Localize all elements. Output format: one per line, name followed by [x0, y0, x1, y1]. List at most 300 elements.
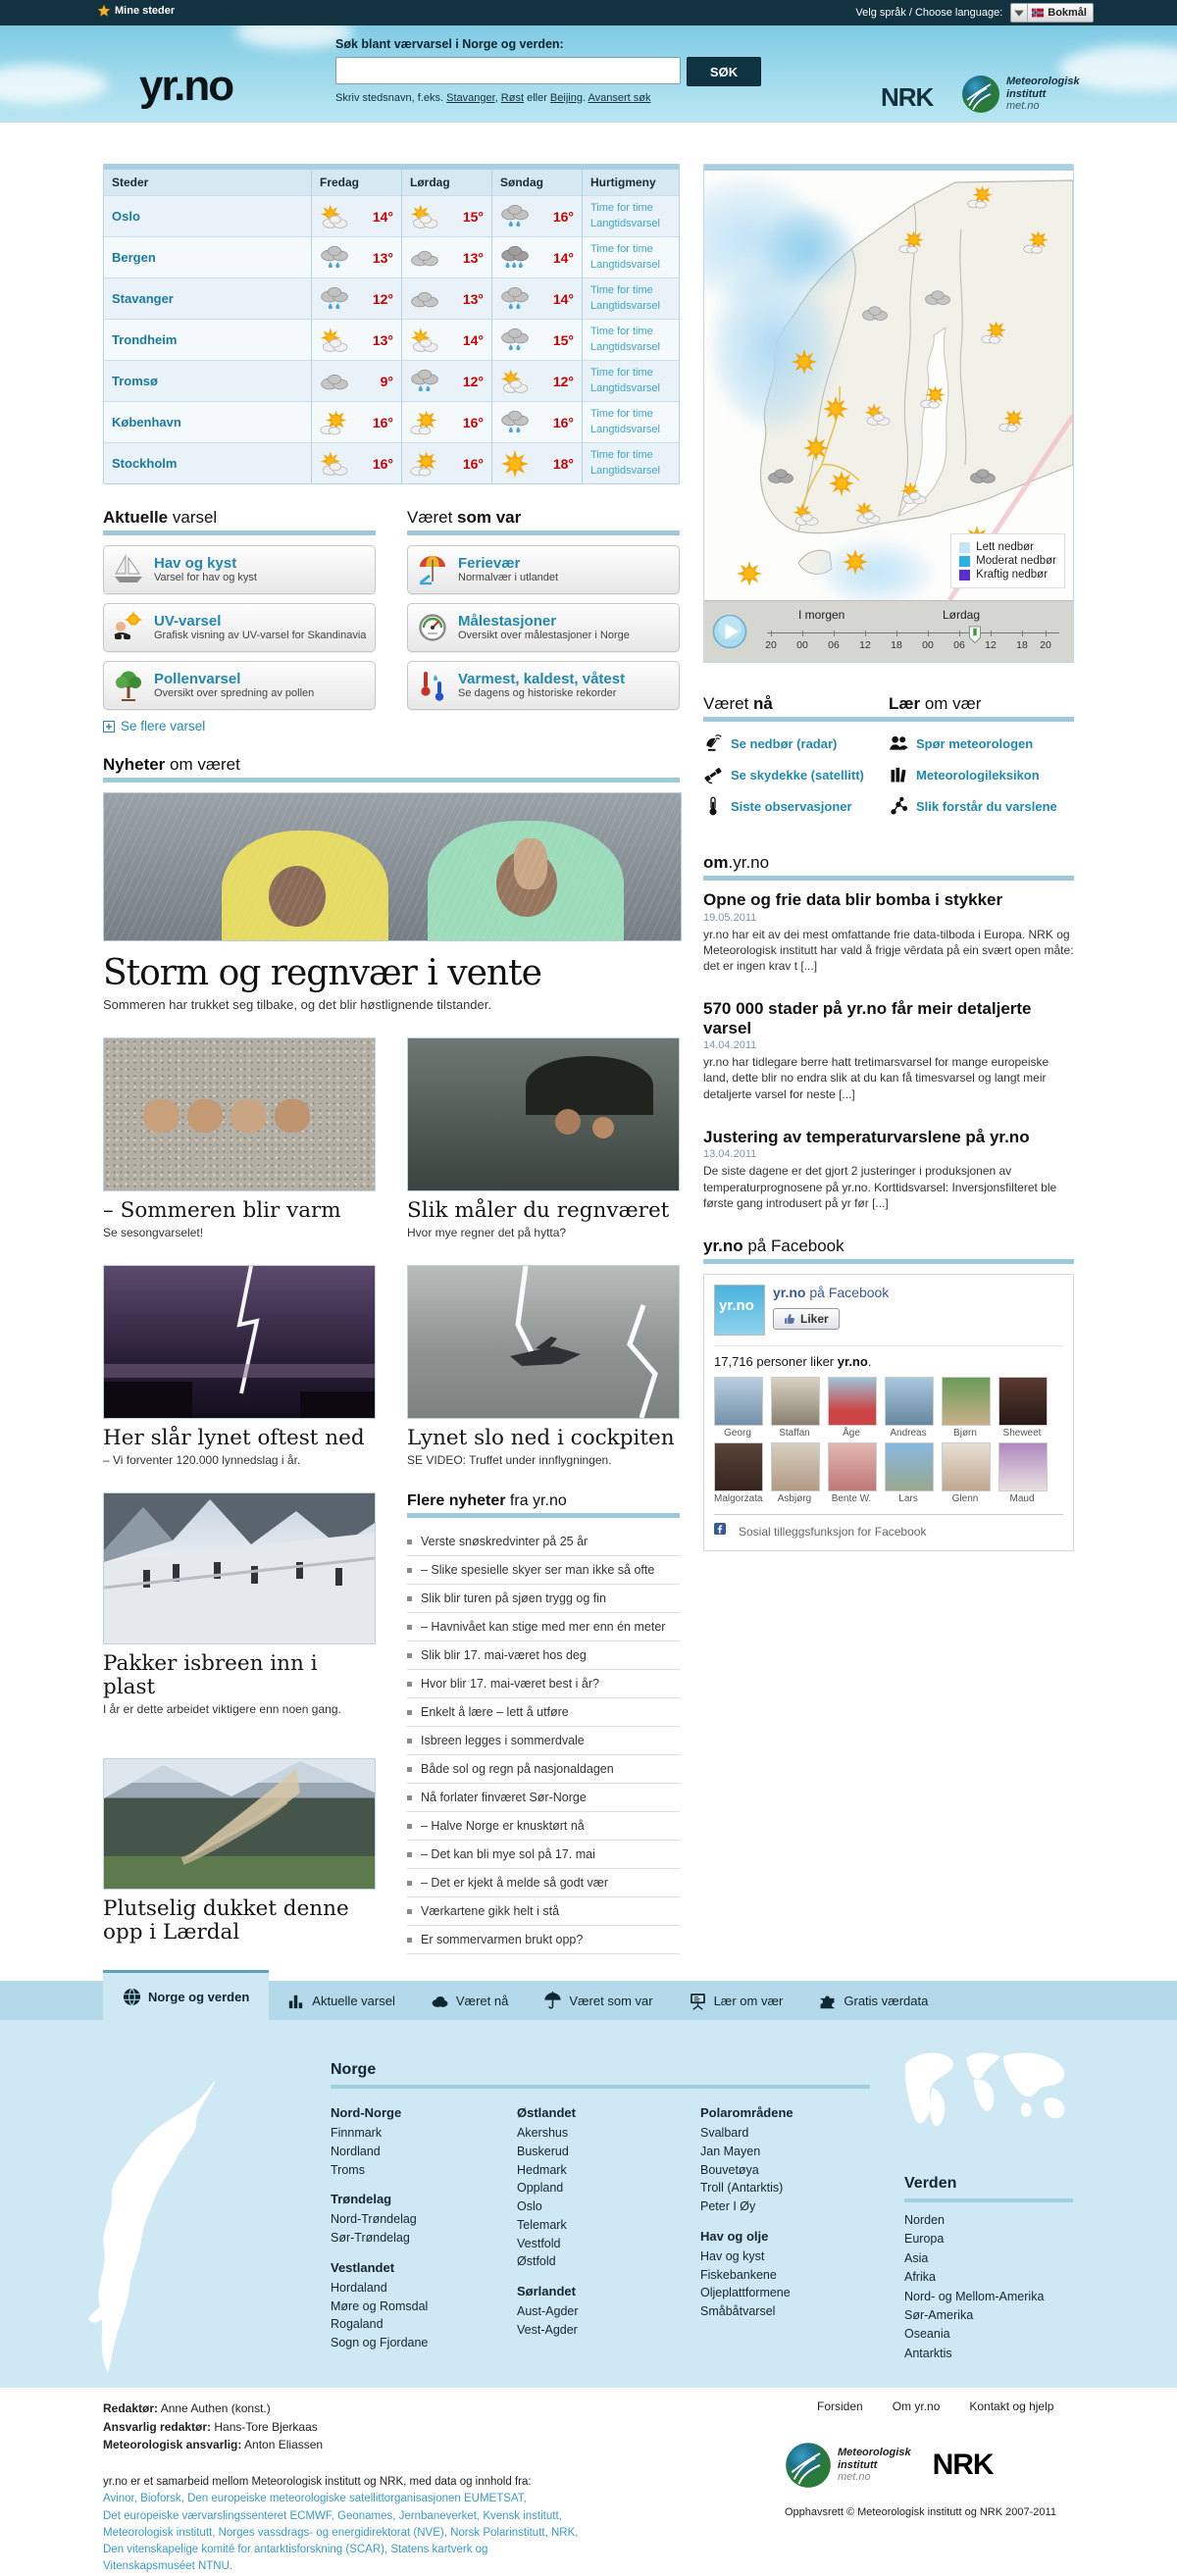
weather-icon — [320, 409, 349, 436]
city-link[interactable]: Stavanger — [112, 291, 174, 306]
bottom-bar — [0, 2388, 1177, 2574]
promo-card-uv-varsel[interactable] — [103, 603, 376, 652]
bottom-nav-link-om-yrno[interactable]: Om yr.no — [892, 2399, 941, 2413]
map-timeline — [704, 600, 1073, 662]
region-link[interactable]: Hordaland — [331, 2280, 387, 2295]
umbrella-icon — [543, 1992, 562, 2010]
region-link[interactable]: Oljeplattformene — [700, 2286, 791, 2300]
promo-card-ferievaer[interactable] — [407, 545, 680, 594]
news-list-item[interactable]: – Det kan bli mye sol på 17. mai — [407, 1841, 680, 1869]
long-term-link[interactable]: Langtidsvarsel — [590, 217, 660, 229]
news-title[interactable]: Plutselig dukket denne opp i Lærdal — [103, 1896, 349, 1945]
my-places-label: Mine steder — [115, 5, 176, 17]
temperature: 16° — [552, 414, 574, 430]
hero-news-image[interactable] — [103, 792, 682, 941]
bar-chart-icon — [286, 1992, 305, 2010]
more-warnings-link[interactable]: Se flere varsel — [103, 719, 376, 733]
weather-icon — [320, 327, 349, 354]
more-news-section — [407, 1492, 680, 1954]
region-link[interactable]: Fiskebankene — [700, 2267, 777, 2282]
region-link[interactable]: Nord-Trøndelag — [331, 2212, 417, 2227]
ask-meteorologist-link[interactable]: Spør meteorologen — [916, 735, 1034, 751]
table-row — [104, 278, 679, 320]
region-link[interactable]: Troll (Antarktis) — [700, 2181, 784, 2196]
forecast-cell[interactable] — [492, 196, 583, 237]
forecast-cell[interactable] — [312, 196, 402, 237]
table-row — [104, 361, 679, 402]
region-link[interactable]: Sør-Trøndelag — [331, 2231, 410, 2245]
hour-by-hour-link[interactable]: Time for time — [590, 283, 653, 296]
card-subtitle: Varsel for hav og kyst — [154, 572, 257, 584]
region-link[interactable]: Peter I Øy — [700, 2199, 756, 2213]
quick-menu-cell — [583, 443, 680, 484]
timeline-track[interactable]: 20 00 06 12 18 00 06 12 18 20 — [767, 632, 1059, 633]
weather-icon — [320, 244, 349, 272]
tab-laer-om-vaer[interactable]: Lær om vær — [671, 1981, 801, 2020]
promo-card-pollenvarsel[interactable] — [103, 661, 376, 710]
temperature: 12° — [462, 373, 484, 389]
section-underline — [703, 1259, 1074, 1264]
facebook-page-avatar[interactable]: yr.no — [714, 1285, 765, 1336]
weather-icon — [410, 244, 439, 272]
friend-photo — [714, 1442, 763, 1491]
forecast-cell[interactable] — [312, 320, 402, 361]
region-link[interactable]: Møre og Romsdal — [331, 2298, 429, 2313]
forecast-cell[interactable] — [492, 361, 583, 402]
news-card[interactable] — [103, 1265, 376, 1467]
play-button[interactable] — [712, 614, 747, 649]
tab-norge-og-verden[interactable]: Norge og verden — [103, 1970, 269, 2020]
news-image-lightning — [103, 1265, 376, 1419]
region-link[interactable]: Aust-Agder — [517, 2304, 579, 2318]
hour-by-hour-link[interactable]: Time for time — [590, 325, 653, 337]
hint-link-stavanger[interactable]: Stavanger — [446, 92, 495, 104]
temperature: 13° — [372, 331, 393, 348]
column-header: Søndag — [492, 170, 583, 196]
news-list-item[interactable]: Nå forlater finværet Sør-Norge — [407, 1784, 680, 1812]
caret-down-icon[interactable] — [1011, 4, 1028, 22]
region-link[interactable]: Troms — [331, 2162, 365, 2177]
city-link[interactable]: Stockholm — [112, 456, 178, 471]
molecule-icon — [889, 796, 908, 816]
article-title[interactable]: 570 000 stader på yr.no får meir detaljerte varsel — [703, 999, 1032, 1037]
forecast-cell[interactable] — [402, 278, 492, 320]
news-card[interactable] — [407, 1265, 680, 1467]
weather-icon — [410, 327, 439, 354]
weather-icon — [320, 450, 349, 478]
friend-photo — [771, 1377, 820, 1426]
article-excerpt: yr.no har tidlegare berre hatt tretimarsvarsel for mange europeiske land, dette blir no endra slik at du kan få timesvarsel og langt meir detaljerte varsel for neste [...] — [703, 1055, 1049, 1101]
search-hint: Skriv stedsnavn, f.eks. Stavanger, Røst eller Beijing. Avansert søk — [335, 92, 651, 104]
hint-link-beijing[interactable]: Beijing — [549, 92, 583, 104]
tab-vaeret-naa[interactable]: Været nå — [413, 1981, 526, 2020]
promo-card-malestasjoner[interactable] — [407, 603, 680, 652]
world-link[interactable]: Europa — [904, 2232, 945, 2247]
region-heading: Hav og olje — [700, 2228, 769, 2244]
friend-photo — [771, 1442, 820, 1491]
friend-cell[interactable]: Sheweet — [998, 1377, 1046, 1439]
region-link[interactable]: Sogn og Fjordane — [331, 2336, 429, 2349]
bottom-nav-link-kontakt[interactable]: Kontakt og hjelp — [969, 2399, 1054, 2413]
temperature: 18° — [552, 455, 574, 472]
region-link[interactable]: Telemark — [517, 2217, 567, 2232]
world-link[interactable]: Norden — [904, 2213, 945, 2227]
hour-by-hour-link[interactable]: Time for time — [590, 242, 653, 255]
temperature: 14° — [552, 249, 574, 266]
lexicon-link[interactable]: Meteorologileksikon — [916, 767, 1040, 783]
timeline-slider-handle[interactable] — [969, 626, 982, 644]
satellite-link[interactable]: Se skydekke (satellitt) — [731, 767, 864, 783]
cloud-icon — [431, 1992, 449, 2010]
friend-cell[interactable]: Glenn — [942, 1442, 989, 1504]
language-selector[interactable] — [1010, 3, 1094, 23]
facebook-icon — [714, 1523, 732, 1541]
weather-icon — [500, 327, 530, 354]
weather-icon — [410, 450, 439, 478]
collab-links-line[interactable]: Det europeiske værvarslingssenteret ECMWF, Geonames, Jernbaneverket, Kvensk institutt, — [103, 2509, 562, 2522]
friend-cell[interactable]: Bjørn — [942, 1377, 989, 1439]
long-term-link[interactable]: Langtidsvarsel — [590, 464, 660, 477]
long-term-link[interactable]: Langtidsvarsel — [590, 381, 660, 394]
section-underline — [407, 530, 680, 535]
friend-photo — [998, 1377, 1048, 1426]
plus-box-icon — [103, 721, 115, 732]
met-logo-bottom: Meteorologisk institutt met.no — [785, 2442, 911, 2489]
forecast-cell[interactable] — [402, 402, 492, 443]
city-link[interactable]: Bergen — [112, 250, 156, 265]
hint-link-rost[interactable]: Røst — [500, 92, 525, 104]
sunny-cloud-icon — [920, 384, 947, 410]
search-button[interactable]: SØK — [687, 57, 761, 86]
quick-menu-cell — [583, 278, 680, 320]
region-heading: Trøndelag — [331, 2192, 392, 2207]
language-label: Velg språk / Choose language: — [855, 7, 1003, 19]
facebook-widget — [703, 1274, 1074, 1551]
forecast-cell[interactable] — [402, 443, 492, 484]
forecast-cell[interactable] — [402, 237, 492, 278]
friend-photo — [942, 1377, 991, 1426]
partly-cloudy-icon — [793, 502, 820, 528]
collab-links-line[interactable]: Vitenskapsmuséet NTNU. — [103, 2560, 233, 2573]
news-list-item[interactable]: Både sol og regn på nasjonaldagen — [407, 1755, 680, 1784]
region-link[interactable]: Jan Mayen — [700, 2144, 761, 2158]
long-term-link[interactable]: Langtidsvarsel — [590, 423, 660, 435]
footer — [0, 2020, 1177, 2388]
region-link[interactable]: Bouvetøya — [700, 2162, 759, 2177]
region-link[interactable]: Rogaland — [331, 2317, 384, 2332]
news-list-item[interactable]: Slik blir turen på sjøen trygg og fin — [407, 1585, 680, 1613]
top-bar — [0, 0, 1177, 25]
section-underline — [703, 876, 1074, 881]
friend-cell[interactable]: Andreas — [885, 1377, 932, 1439]
article-date: 14.04.2011 — [703, 1039, 757, 1052]
section-underline — [103, 530, 376, 535]
sunny-icon — [802, 435, 830, 461]
city-link[interactable]: Trondheim — [112, 332, 178, 347]
news-subtitle: SE VIDEO: Truffet under innflygningen. — [407, 1453, 612, 1468]
news-image-beach — [103, 1037, 376, 1191]
norway-flag-icon — [1032, 7, 1044, 19]
news-card[interactable] — [103, 1037, 376, 1239]
forecast-cell[interactable] — [402, 320, 492, 361]
region-link[interactable]: Nordland — [331, 2144, 381, 2158]
partly-cloudy-icon — [864, 402, 892, 428]
friend-cell[interactable]: Staffan — [771, 1377, 818, 1439]
hour-by-hour-link[interactable]: Time for time — [590, 407, 653, 420]
news-subtitle: I år er dette arbeidet viktigere enn noen gang. — [103, 1701, 341, 1716]
city-link[interactable]: Tromsø — [112, 374, 158, 388]
region-link[interactable]: Finnmark — [331, 2126, 383, 2140]
world-link[interactable]: Sør-Amerika — [904, 2307, 974, 2322]
forecast-cell[interactable] — [492, 320, 583, 361]
weather-icon — [500, 368, 530, 395]
world-link[interactable]: Oseania — [904, 2327, 950, 2342]
region-link[interactable]: Småbåtvarsel — [700, 2304, 776, 2318]
cloudy-icon — [861, 300, 889, 326]
quick-menu-cell — [583, 237, 680, 278]
friend-cell[interactable]: Georg — [714, 1377, 761, 1439]
temperature: 14° — [372, 208, 393, 225]
region-heading: Østlandet — [517, 2105, 576, 2120]
forecast-cell[interactable] — [402, 361, 492, 402]
bottom-logos — [785, 2442, 1079, 2518]
collaboration-text: yr.no er et samarbeid mellom Meteorologisk institutt og NRK, med data og innhold fra: Avinor, Bioforsk, Den europeiske meteorologiske satellittorganisasjonen EUMETSAT, Det europeiske værvarslingssenteret ECMWF, Geonames, Jernbaneverket, Kvensk institutt, Meteorologisk institutt, Norges vassdrags- og energidirektorat (NVE), Norsk Polarinstitutt, NRK, Den vitenskapelige komité for antarktisforskning (SCAR), Statens kartverk og Vitenskapsmuséet NTNU. — [103, 2474, 593, 2576]
news-title[interactable]: – Sommeren blir varm — [103, 1198, 341, 1223]
forecast-cell[interactable] — [492, 278, 583, 320]
copyright: Opphavsrett © Meteorologisk institutt og NRK 2007-2011 — [785, 2506, 1056, 2518]
section-underline — [407, 1513, 680, 1518]
temperature: 13° — [462, 249, 484, 266]
long-term-link[interactable]: Langtidsvarsel — [590, 258, 660, 271]
quick-menu-cell — [583, 361, 680, 402]
region-link[interactable]: Akershus — [517, 2126, 569, 2140]
region-heading: Vestlandet — [331, 2259, 395, 2275]
weather-icon — [500, 450, 530, 478]
star-icon — [98, 5, 110, 17]
footer-tab-bar — [0, 1973, 1177, 2020]
friend-cell[interactable]: Lars — [885, 1442, 932, 1504]
friend-photo — [828, 1377, 877, 1426]
vaeret-naa-section — [703, 694, 889, 828]
news-subtitle: – Vi forventer 120.000 lynnedslag i år. — [103, 1453, 301, 1468]
quick-menu-cell — [583, 402, 680, 443]
promo-card-hav-og-kyst[interactable] — [103, 545, 376, 594]
met-globe-icon — [961, 75, 1000, 114]
friend-cell[interactable]: Åge — [828, 1377, 875, 1439]
hour-by-hour-link[interactable]: Time for time — [590, 448, 653, 461]
news-list-item[interactable]: Værkartene gikk helt i stå — [407, 1897, 680, 1926]
collab-links-line[interactable]: Den vitenskapelige komité for antarktisforskning (SCAR), Statens kartverk og — [103, 2544, 488, 2555]
section-title: Aktuelle varsel — [103, 508, 218, 527]
tab-aktuelle-varsel[interactable]: Aktuelle varsel — [269, 1981, 413, 2020]
card-title: Ferievær — [458, 554, 521, 572]
weather-icon — [320, 285, 349, 313]
search-input[interactable] — [335, 57, 681, 84]
footer-verden-underline — [904, 2198, 1073, 2202]
tab-gratis-vaerdata[interactable]: Gratis værdata — [800, 1981, 946, 2020]
card-title: UV-varsel — [154, 612, 222, 630]
legend-swatch — [959, 556, 970, 567]
weather-icon — [500, 409, 530, 436]
main-content — [0, 123, 1177, 1973]
observations-link[interactable]: Siste observasjoner — [731, 798, 852, 814]
friend-cell[interactable]: Asbjørg — [771, 1442, 818, 1504]
card-subtitle: Normalvær i utlandet — [458, 572, 559, 584]
friend-cell[interactable]: Maud — [998, 1442, 1046, 1504]
radar-link[interactable]: Se nedbør (radar) — [731, 735, 838, 751]
forecast-map[interactable] — [704, 171, 1073, 600]
forecast-cell[interactable] — [402, 196, 492, 237]
region-link[interactable]: Hav og kyst — [700, 2248, 765, 2263]
sunny-icon — [822, 396, 849, 422]
radar-icon — [703, 733, 723, 753]
news-list-item[interactable]: Isbreen legges i sommerdvale — [407, 1727, 680, 1755]
friend-photo — [998, 1442, 1048, 1491]
my-places-link[interactable] — [98, 5, 175, 17]
table-row — [104, 320, 679, 361]
region-link[interactable]: Vest-Agder — [517, 2322, 578, 2337]
news-list-item[interactable]: – Havnivået kan stige med mer enn én meter — [407, 1613, 680, 1642]
thermometer-icon — [703, 796, 723, 816]
world-map-silhouette — [897, 2045, 1079, 2138]
section-title: Været nå — [703, 694, 773, 713]
bottom-nav-link-forsiden[interactable]: Forsiden — [817, 2399, 863, 2413]
news-list-item[interactable]: Enkelt å lære – lett å utføre — [407, 1698, 680, 1727]
column-header: Fredag — [312, 170, 402, 196]
dark-cloudy-icon — [767, 463, 794, 488]
weather-icon — [410, 368, 439, 395]
hero-headline[interactable]: Storm og regnvær i vente — [103, 953, 541, 993]
table-header-row — [104, 170, 679, 196]
region-heading: Nord-Norge — [331, 2105, 402, 2120]
norway-map-silhouette — [49, 2074, 216, 2378]
collab-links-line[interactable]: Meteorologisk institutt, Norges vassdrags- og energidirektorat (NVE), Norsk Polarinstitutt, NRK, — [103, 2526, 579, 2539]
temperature: 16° — [462, 455, 484, 472]
news-list-item[interactable]: Verste snøskredvinter på 25 år — [407, 1528, 680, 1556]
friend-cell[interactable]: Bente W. — [828, 1442, 875, 1504]
site-header: yr.no Søk blant værvarsel i Norge og verden: SØK Skriv stedsnavn, f.eks. Stavanger, Røst eller Beijing. Avansert søk NRK Meteorologisk institutt met.no — [0, 25, 1177, 123]
city-link[interactable]: København — [112, 415, 181, 429]
region-heading: Polarområdene — [700, 2105, 793, 2120]
article-title[interactable]: Opne og frie data blir bomba i stykker — [703, 890, 1003, 909]
blog-article — [703, 890, 1074, 974]
forecast-cell[interactable] — [492, 402, 583, 443]
weather-icon — [320, 368, 349, 395]
cloud-decoration — [0, 65, 108, 104]
news-title[interactable]: Pakker isbreen inn i plast — [103, 1651, 318, 1699]
forecast-cell[interactable] — [312, 402, 402, 443]
sunny-icon — [828, 471, 855, 496]
city-link[interactable]: Oslo — [112, 209, 140, 224]
news-list-item[interactable]: – Slike spesielle skyer ser man ikke så ofte — [407, 1556, 680, 1585]
news-list-item[interactable]: Slik blir 17. mai-været hos deg — [407, 1642, 680, 1670]
world-link[interactable]: Nord- og Mellom-Amerika — [904, 2289, 1045, 2303]
news-list-item[interactable]: – Det er kjekt å melde så godt vær — [407, 1869, 680, 1897]
editor-info: Redaktør: Anne Authen (konst.) Ansvarlig redaktør: Hans-Tore Bjerkaas Meteorologisk ansvarlig: Anton Eliassen — [103, 2401, 324, 2452]
advanced-search-link[interactable]: Avansert søk — [588, 92, 651, 104]
forecast-cell[interactable] — [312, 361, 402, 402]
forecast-cell[interactable] — [312, 278, 402, 320]
region-link[interactable]: Oppland — [517, 2181, 564, 2196]
temperature: 12° — [372, 290, 393, 307]
news-title[interactable]: Her slår lynet oftest ned — [103, 1426, 365, 1451]
forecast-cell[interactable] — [312, 443, 402, 484]
news-card[interactable] — [103, 1758, 376, 1973]
region-link[interactable]: Hedmark — [517, 2162, 567, 2177]
like-count: 17,716 personer liker yr.no. — [714, 1345, 1063, 1369]
legend-swatch — [959, 570, 970, 581]
sunny-cloud-icon — [967, 184, 995, 210]
news-title[interactable]: Lynet slo ned i cockpiten — [407, 1426, 675, 1451]
bottom-nav — [817, 2399, 1053, 2413]
news-list-item[interactable]: – Halve Norge er knusktørt nå — [407, 1812, 680, 1841]
friend-photo — [942, 1442, 991, 1491]
news-title[interactable]: Slik måler du regnværet — [407, 1198, 670, 1223]
sunny-icon — [791, 349, 818, 375]
presentation-icon — [689, 1992, 707, 2010]
people-icon — [889, 733, 908, 753]
hour-by-hour-link[interactable]: Time for time — [590, 201, 653, 214]
forecast-table — [103, 164, 680, 484]
region-link[interactable]: Svalbard — [700, 2126, 749, 2140]
sunny-icon — [842, 549, 869, 575]
tab-vaeret-som-var[interactable]: Været som var — [526, 1981, 670, 2020]
footer-verden-title: Verden — [904, 2175, 957, 2192]
forecast-cell[interactable] — [312, 237, 402, 278]
language-value: Bokmål — [1048, 7, 1087, 19]
world-link[interactable]: Afrika — [904, 2270, 936, 2285]
section-underline — [889, 717, 1074, 722]
collab-links-line[interactable]: Avinor, Bioforsk, Den europeiske meteorologiske satellittorganisasjonen EUMETSAT, — [103, 2493, 527, 2505]
news-card[interactable] — [407, 1037, 680, 1239]
thumb-up-icon — [784, 1313, 795, 1325]
long-term-link[interactable]: Langtidsvarsel — [590, 299, 660, 312]
section-underline — [703, 717, 889, 722]
card-subtitle: Oversikt over spredning av pollen — [154, 687, 315, 700]
hour-by-hour-link[interactable]: Time for time — [590, 366, 653, 379]
region-link[interactable]: Oslo — [517, 2199, 542, 2213]
timeline-day-label: Lørdag — [943, 608, 981, 622]
vaeret-som-var-section — [407, 508, 680, 733]
article-title[interactable]: Justering av temperaturvarslene på yr.no — [703, 1127, 1030, 1146]
weather-icon — [500, 244, 530, 272]
card-title: Pollenvarsel — [154, 670, 241, 687]
facebook-page-link[interactable]: yr.no på Facebook — [773, 1284, 890, 1300]
world-link[interactable]: Antarktis — [904, 2346, 952, 2360]
region-link[interactable]: Østfold — [517, 2254, 556, 2269]
friend-cell[interactable]: Malgorzata — [714, 1442, 761, 1504]
search-label: Søk blant værvarsel i Norge og verden: — [335, 37, 564, 51]
gauge-icon — [416, 610, 449, 645]
region-link[interactable]: Vestfold — [517, 2236, 561, 2250]
column-header: Lørdag — [402, 170, 492, 196]
long-term-link[interactable]: Langtidsvarsel — [590, 340, 660, 353]
forecast-cell[interactable] — [492, 443, 583, 484]
like-button[interactable]: Liker — [773, 1308, 840, 1330]
sunny-cloud-icon — [1023, 229, 1050, 255]
globe-icon — [123, 1988, 141, 2006]
partly-cloudy-icon — [900, 480, 928, 506]
forecast-cell[interactable] — [492, 237, 583, 278]
news-list-item[interactable]: Hvor blir 17. mai-været best i år? — [407, 1670, 680, 1698]
promo-card-rekorder[interactable] — [407, 661, 680, 710]
understand-forecast-link[interactable]: Slik forstår du varslene — [916, 798, 1057, 814]
region-link[interactable]: Buskerud — [517, 2144, 569, 2158]
news-list-item[interactable]: Er sommervarmen brukt opp? — [407, 1926, 680, 1954]
world-link[interactable]: Asia — [904, 2250, 929, 2265]
table-row — [104, 443, 679, 484]
weather-icon — [410, 203, 439, 230]
